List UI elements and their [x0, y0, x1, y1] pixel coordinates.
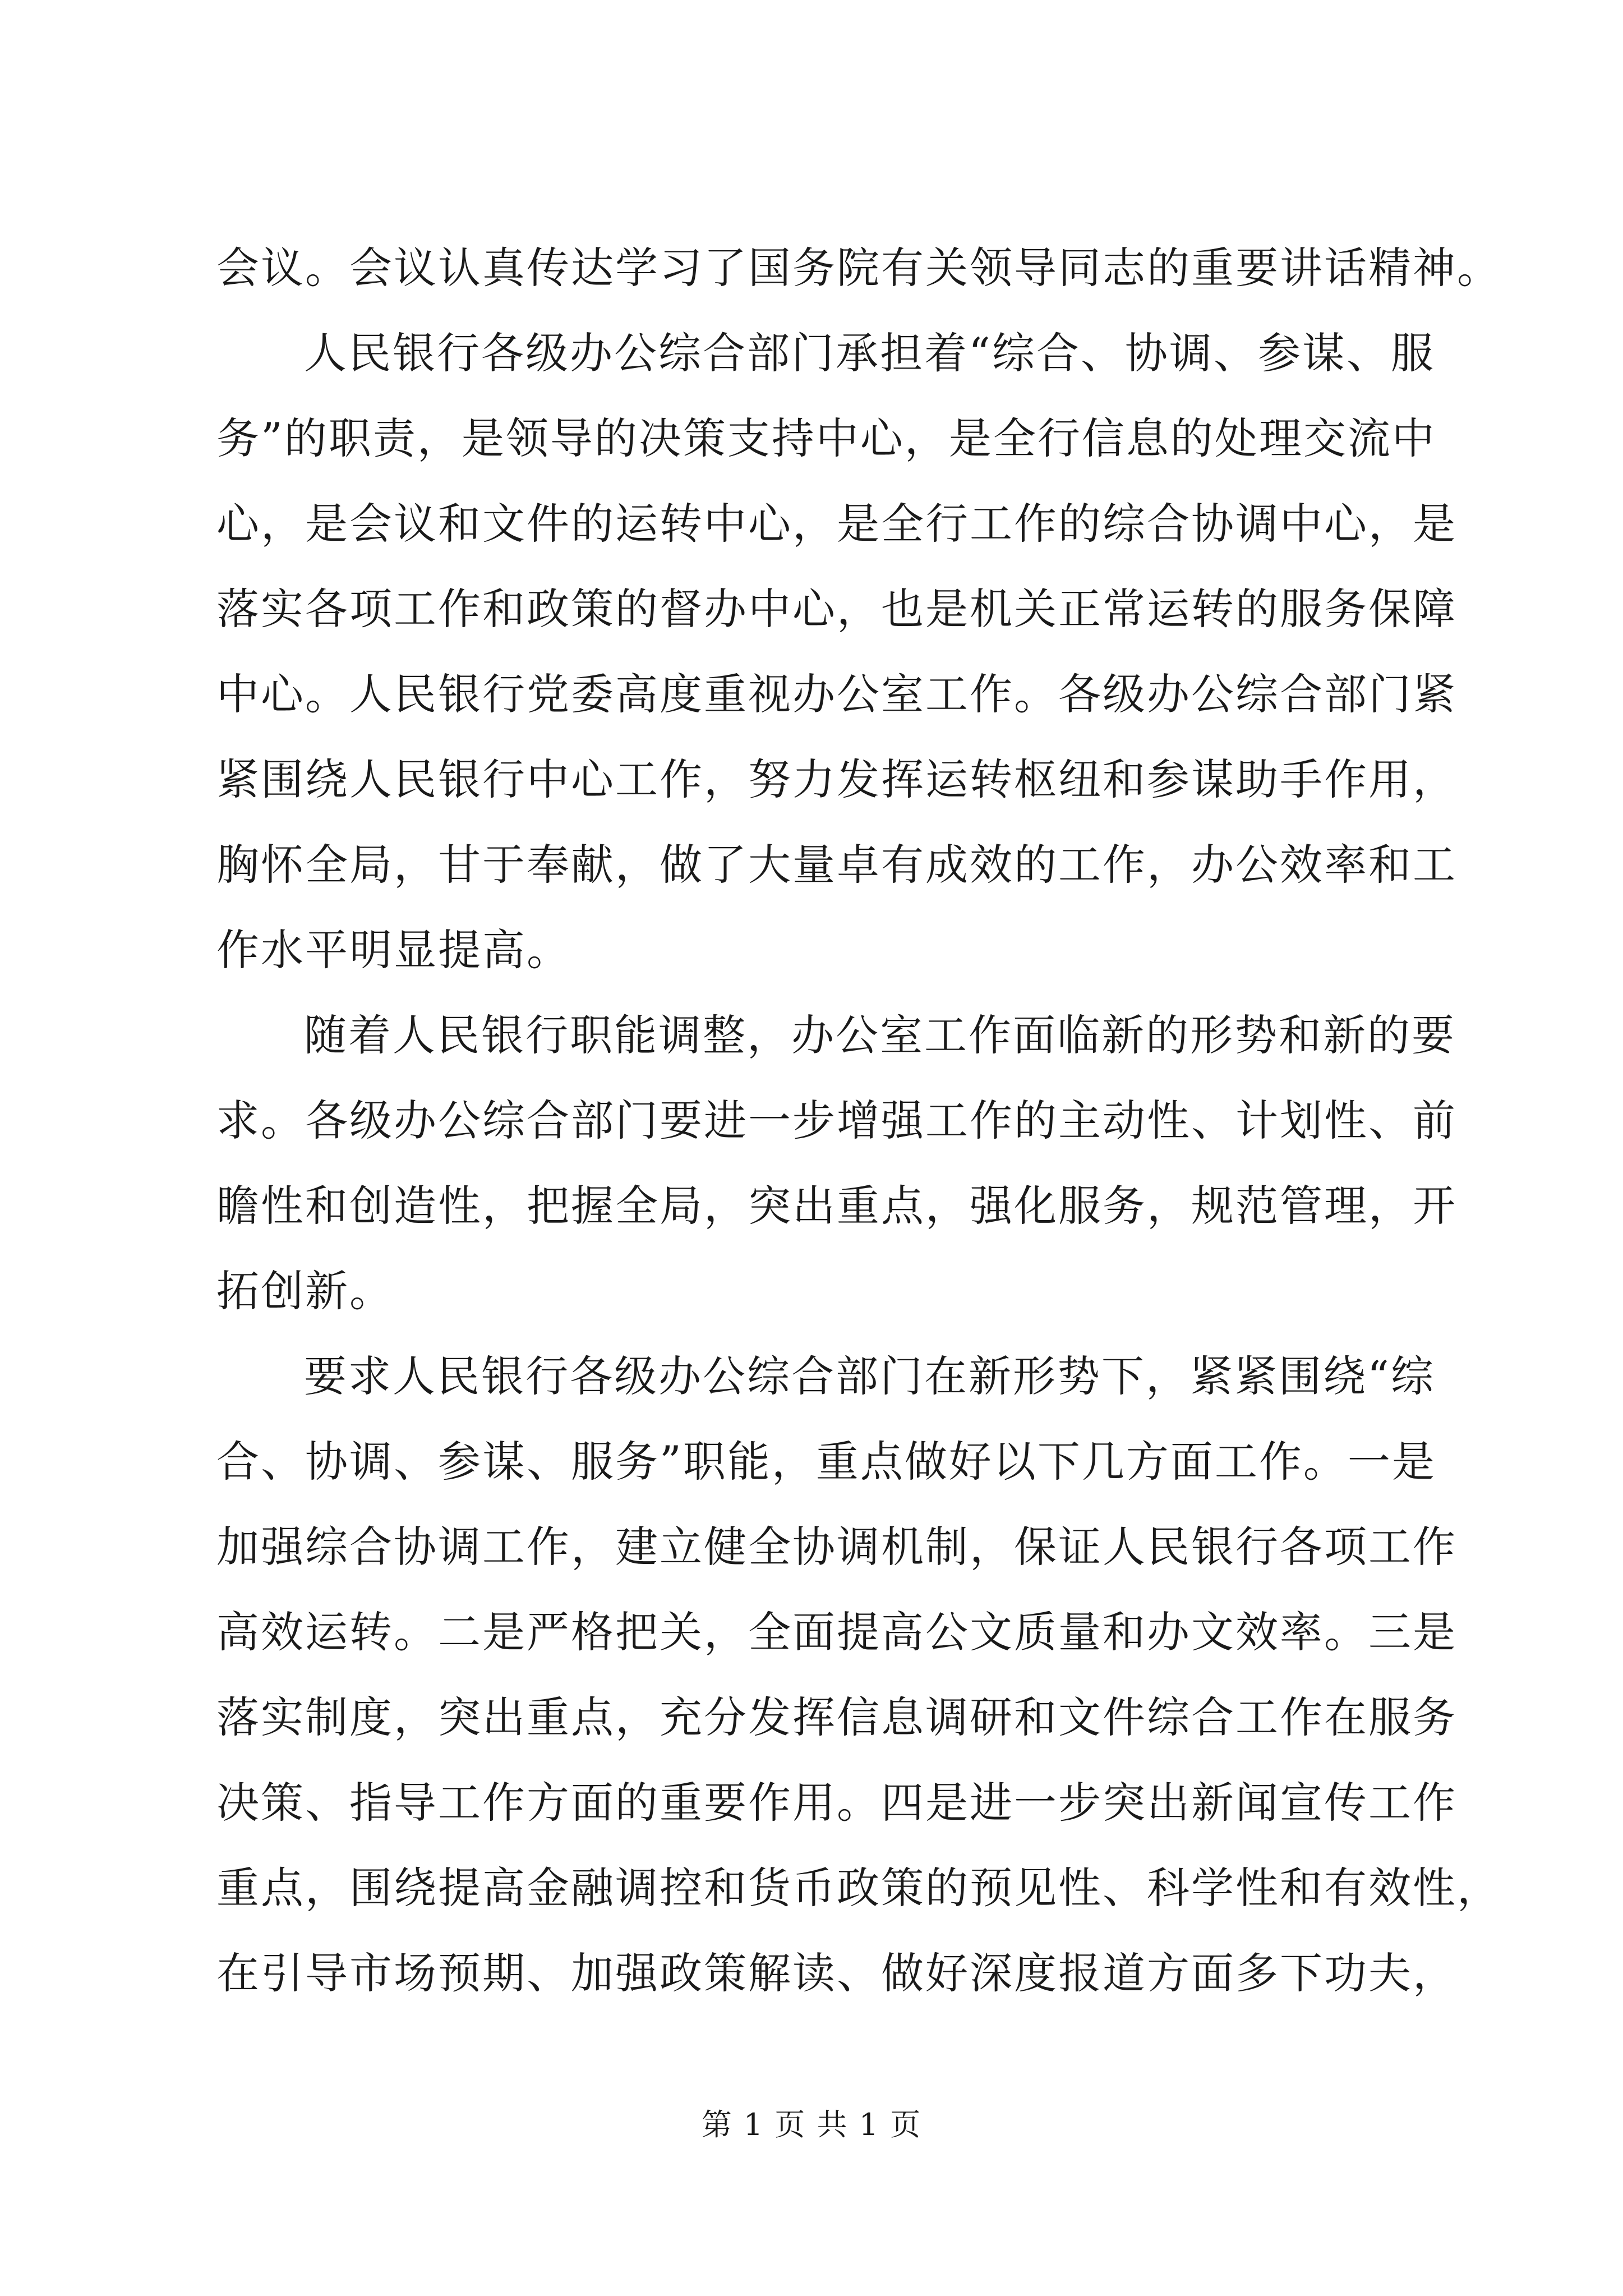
- text-line: 中心。人民银行党委高度重视办公室工作。各级办公综合部门紧: [216, 669, 1457, 719]
- text-line: 作水平明显提高。: [216, 925, 571, 975]
- document-body: [216, 226, 1501, 2016]
- text-line: 落实制度，突出重点，充分发挥信息调研和文件综合工作在服务: [216, 1692, 1457, 1742]
- page-footer: 第 1 页 共 1 页: [701, 2107, 922, 2142]
- text-line: 加强综合协调工作，建立健全协调机制，保证人民银行各项工作: [216, 1522, 1457, 1572]
- text-line: 合、协调、参谋、服务”职能，重点做好以下几方面工作。一是: [216, 1437, 1436, 1487]
- paragraph-first-line: 随着人民银行职能调整，办公室工作面临新的形势和新的要: [304, 1010, 1456, 1060]
- paragraph-first-line: 人民银行各级办公综合部门承担着“综合、协调、参谋、服: [304, 328, 1435, 378]
- text-line: 胸怀全局，甘于奉献，做了大量卓有成效的工作，办公效率和工: [216, 840, 1457, 890]
- text-line: 在引导市场预期、加强政策解读、做好深度报道方面多下功夫，: [216, 1948, 1457, 1998]
- text-line: 落实各项工作和政策的督办中心，也是机关正常运转的服务保障: [216, 584, 1457, 634]
- text-line: 决策、指导工作方面的重要作用。四是进一步突出新闻宣传工作: [216, 1778, 1457, 1828]
- text-line: 务”的职责，是领导的决策支持中心，是全行信息的处理交流中: [216, 413, 1436, 463]
- text-line: 瞻性和创造性，把握全局，突出重点，强化服务，规范管理，开: [216, 1181, 1457, 1231]
- text-line: 重点，围绕提高金融调控和货币政策的预见性、科学性和有效性，: [216, 1863, 1501, 1913]
- text-line: 会议。会议认真传达学习了国务院有关领导同志的重要讲话精神。: [216, 243, 1501, 293]
- text-line: 紧围绕人民银行中心工作，努力发挥运转枢纽和参谋助手作用，: [216, 754, 1457, 804]
- text-line: 拓创新。: [216, 1266, 394, 1316]
- text-line: 高效运转。二是严格把关，全面提高公文质量和办文效率。三是: [216, 1607, 1457, 1657]
- paragraph-first-line: 要求人民银行各级办公综合部门在新形势下，紧紧围绕“综: [304, 1351, 1435, 1401]
- text-line: 心，是会议和文件的运转中心，是全行工作的综合协调中心，是: [216, 499, 1457, 549]
- text-line: 求。各级办公综合部门要进一步增强工作的主动性、计划性、前: [216, 1096, 1457, 1145]
